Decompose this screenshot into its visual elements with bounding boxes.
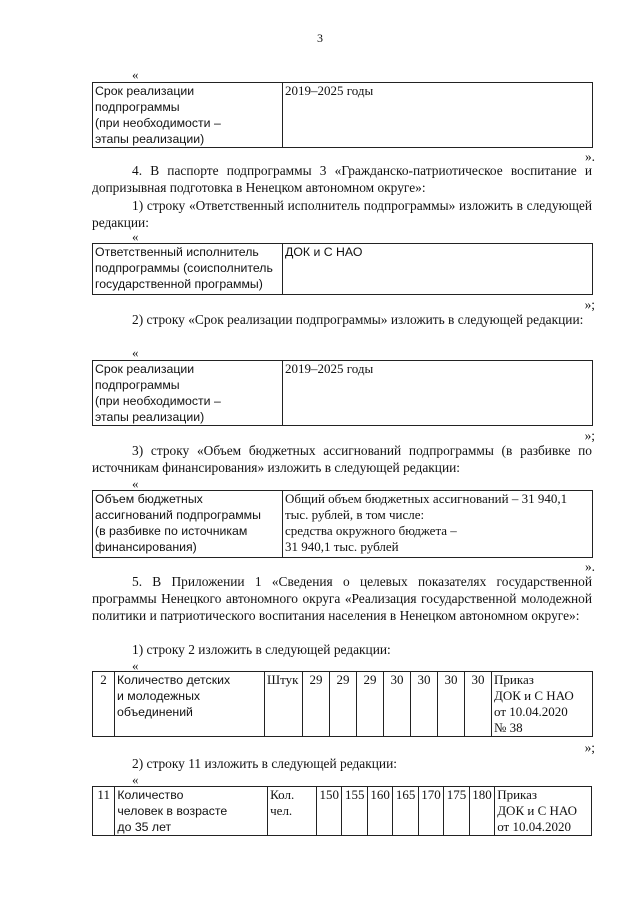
paragraph-4-1: 1) строку «Ответственный исполнитель подпрограммы» изложить в следующей редакции: xyxy=(92,198,592,230)
close-quote: ». xyxy=(584,559,595,574)
row-number: 11 xyxy=(93,787,115,836)
value-cell: 150 xyxy=(317,787,342,836)
source-document: Приказ ДОК и С НАО от 10.04.2020 xyxy=(495,787,592,836)
indicator-row-11-table xyxy=(92,786,592,836)
unit: Штук xyxy=(265,672,303,737)
value-cell: 170 xyxy=(418,787,443,836)
budget-label: Объем бюджетных ассигнований подпрограммы (в разбивке по источникам финансирования) xyxy=(93,491,283,558)
close-quote: ». xyxy=(584,149,595,164)
value-cell: 30 xyxy=(465,672,492,737)
page-number: 3 xyxy=(317,31,323,45)
value-cell: 180 xyxy=(469,787,494,836)
value-cell: 155 xyxy=(342,787,367,836)
value-cell: 175 xyxy=(444,787,469,836)
open-quote: « xyxy=(132,229,139,244)
close-quote: »; xyxy=(584,297,595,312)
paragraph-5: 5. В Приложении 1 «Сведения о целевых показателях государственной программы Ненецкого автономного округа «Реализация государственной молодежной политики и патриотического воспитания населения в Ненецком автономном округе»: xyxy=(92,574,592,623)
value-cell: 29 xyxy=(330,672,357,737)
value-cell: 29 xyxy=(303,672,330,737)
paragraph-4: 4. В паспорте подпрограммы 3 «Гражданско-патриотическое воспитание и допризывная подготовка в Ненецком автономном округе»: xyxy=(92,163,592,195)
executor-label: Ответственный исполнитель подпрограммы (соисполнитель государственной программы) xyxy=(93,244,283,295)
value-cell: 30 xyxy=(438,672,465,737)
value-cell: 165 xyxy=(393,787,418,836)
value-cell: 160 xyxy=(367,787,392,836)
value-cell: 29 xyxy=(357,672,384,737)
value-cell: 30 xyxy=(384,672,411,737)
value-cell: 30 xyxy=(411,672,438,737)
open-quote: « xyxy=(132,658,139,673)
paragraph-4-2: 2) строку «Срок реализации подпрограммы» изложить в следующей редакции: xyxy=(132,312,584,327)
open-quote: « xyxy=(132,476,139,491)
open-quote: « xyxy=(132,772,139,787)
term-label: Срок реализации подпрограммы (при необходимости – этапы реализации) xyxy=(93,83,283,148)
term-value: 2019–2025 годы xyxy=(283,83,593,148)
paragraph-5-2: 2) строку 11 изложить в следующей редакции: xyxy=(132,756,397,771)
table-row xyxy=(93,787,592,836)
indicator-row-2-table xyxy=(92,671,593,737)
source-document: Приказ ДОК и С НАО от 10.04.2020 № 38 xyxy=(492,672,593,737)
table-row xyxy=(93,672,593,737)
budget-value: Общий объем бюджетных ассигнований – 31 940,1 тыс. рублей, в том числе: средства окружного бюджета – 31 940,1 тыс. рублей xyxy=(283,491,593,558)
executor-value: ДОК и С НАО xyxy=(283,244,593,295)
paragraph-5-1: 1) строку 2 изложить в следующей редакции: xyxy=(132,642,391,657)
open-quote: « xyxy=(132,67,139,82)
indicator-name: Количество детских и молодежных объединений xyxy=(115,672,265,737)
budget-table xyxy=(92,490,593,558)
term-table-2 xyxy=(92,360,593,426)
paragraph-4-3: 3) строку «Объем бюджетных ассигнований подпрограммы (в разбивке по источникам финансирования» изложить в следующей редакции: xyxy=(92,443,592,475)
close-quote: »; xyxy=(584,740,595,755)
close-quote: »; xyxy=(584,428,595,443)
indicator-name: Количество человек в возрасте до 35 лет xyxy=(115,787,268,836)
open-quote: « xyxy=(132,345,139,360)
executor-table xyxy=(92,243,593,295)
term-value: 2019–2025 годы xyxy=(283,361,593,426)
term-label: Срок реализации подпрограммы (при необходимости – этапы реализации) xyxy=(93,361,283,426)
term-table xyxy=(92,82,593,148)
unit: Кол. чел. xyxy=(268,787,317,836)
row-number: 2 xyxy=(93,672,115,737)
